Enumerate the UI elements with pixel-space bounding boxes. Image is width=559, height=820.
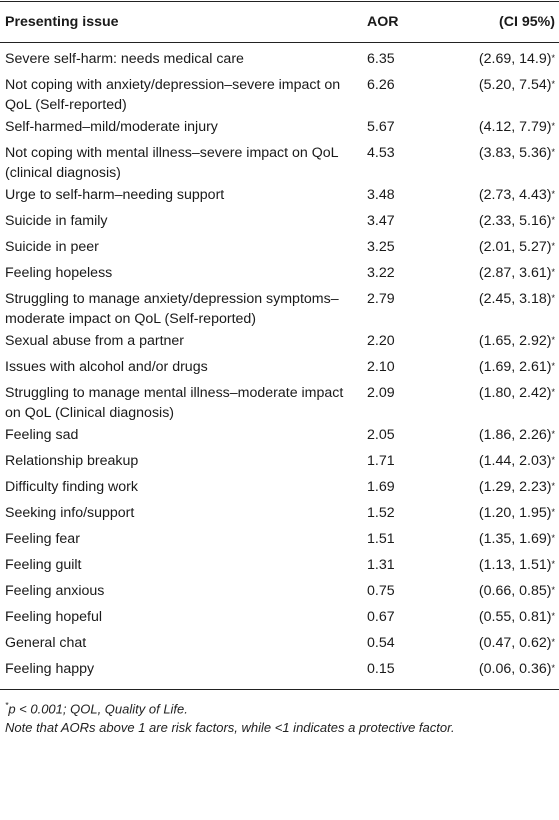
table-row bbox=[0, 210, 559, 236]
significance-mark: * bbox=[551, 189, 555, 199]
ci-value: (0.66, 0.85) bbox=[478, 583, 552, 599]
significance-mark: * bbox=[551, 637, 555, 647]
significance-mark: * bbox=[551, 533, 555, 543]
cell-presenting-issue: Feeling fear bbox=[5, 531, 80, 547]
table-row bbox=[0, 424, 559, 450]
table-row bbox=[0, 116, 559, 142]
cell-aor: 0.54 bbox=[367, 635, 395, 651]
cell-aor: 3.22 bbox=[367, 265, 395, 281]
table-row bbox=[0, 606, 559, 632]
cell-ci bbox=[452, 580, 559, 606]
table-row bbox=[0, 554, 559, 580]
table-row bbox=[0, 43, 559, 75]
cell-ci bbox=[452, 450, 559, 476]
cell-aor: 1.51 bbox=[367, 531, 395, 547]
header-ci: (CI 95%) bbox=[452, 2, 559, 43]
cell-presenting-issue: Feeling happy bbox=[0, 658, 362, 690]
ci-value: (2.45, 3.18) bbox=[478, 291, 552, 307]
cell-aor: 6.35 bbox=[367, 51, 395, 67]
significance-mark: * bbox=[551, 267, 555, 277]
cell-presenting-issue: Difficulty finding work bbox=[5, 479, 138, 495]
cell-aor: 2.79 bbox=[367, 291, 395, 307]
cell-ci bbox=[452, 210, 559, 236]
cell-presenting-issue: Struggling to manage anxiety/depression symptoms–moderate impact on QoL (Self-reported) bbox=[5, 291, 339, 327]
cell-ci bbox=[452, 43, 559, 75]
significance-mark: * bbox=[551, 53, 555, 63]
cell-presenting-issue: Urge to self-harm–needing support bbox=[5, 187, 225, 203]
ci-value: (1.13, 1.51) bbox=[478, 557, 552, 573]
significance-mark: * bbox=[551, 585, 555, 595]
cell-ci bbox=[452, 356, 559, 382]
cell-presenting-issue: Feeling guilt bbox=[5, 557, 82, 573]
significance-mark: * bbox=[551, 507, 555, 517]
ci-value: (1.44, 2.03) bbox=[478, 453, 552, 469]
table-row bbox=[0, 74, 559, 116]
cell-ci bbox=[452, 658, 559, 690]
table-row bbox=[0, 142, 559, 184]
cell-presenting-issue: Seeking info/support bbox=[5, 505, 135, 521]
cell-aor: 0.75 bbox=[367, 583, 395, 599]
cell-presenting-issue: Not coping with mental illness–severe impact on QoL (clinical diagnosis) bbox=[5, 145, 339, 181]
header-presenting-issue: Presenting issue bbox=[0, 2, 362, 43]
ci-value: (2.33, 5.16) bbox=[478, 213, 552, 229]
significance-mark: * bbox=[551, 663, 555, 673]
significance-mark: * bbox=[551, 559, 555, 569]
ci-value: (5.20, 7.54) bbox=[478, 77, 552, 93]
ci-value: (2.87, 3.61) bbox=[478, 265, 552, 281]
ci-value: (1.29, 2.23) bbox=[478, 479, 552, 495]
ci-value: (1.86, 2.26) bbox=[478, 427, 552, 443]
ci-value: (1.69, 2.61) bbox=[478, 359, 552, 375]
table-row bbox=[0, 658, 559, 690]
ci-value: (1.65, 2.92) bbox=[478, 333, 552, 349]
cell-presenting-issue: Suicide in family bbox=[5, 213, 108, 229]
table-row bbox=[0, 580, 559, 606]
cell-aor: 3.25 bbox=[367, 239, 395, 255]
footnote-significance bbox=[5, 696, 559, 718]
cell-aor: 0.67 bbox=[367, 609, 395, 625]
significance-mark: * bbox=[551, 147, 555, 157]
cell-aor: 1.71 bbox=[367, 453, 395, 469]
cell-aor: 3.48 bbox=[367, 187, 395, 203]
cell-ci bbox=[452, 632, 559, 658]
significance-mark: * bbox=[551, 481, 555, 491]
ci-value: (0.06, 0.36) bbox=[478, 661, 552, 677]
ci-value: (2.69, 14.9) bbox=[478, 51, 552, 67]
significance-mark: * bbox=[551, 241, 555, 251]
cell-aor: 6.26 bbox=[367, 77, 395, 93]
ci-value: (1.20, 1.95) bbox=[478, 505, 552, 521]
table-row bbox=[0, 502, 559, 528]
significance-mark: * bbox=[551, 611, 555, 621]
cell-ci bbox=[452, 116, 559, 142]
ci-value: (1.80, 2.42) bbox=[478, 385, 552, 401]
cell-ci bbox=[452, 424, 559, 450]
cell-ci bbox=[452, 528, 559, 554]
ci-value: (0.47, 0.62) bbox=[478, 635, 552, 651]
cell-presenting-issue: Sexual abuse from a partner bbox=[5, 333, 185, 349]
significance-mark: * bbox=[551, 79, 555, 89]
cell-presenting-issue: Not coping with anxiety/depression–severe impact on QoL (Self-reported) bbox=[5, 77, 341, 113]
results-table bbox=[0, 1, 559, 690]
ci-value: (1.35, 1.69) bbox=[478, 531, 552, 547]
table-row bbox=[0, 262, 559, 288]
cell-ci bbox=[452, 184, 559, 210]
cell-ci bbox=[452, 330, 559, 356]
cell-aor: 1.52 bbox=[367, 505, 395, 521]
ci-value: (0.55, 0.81) bbox=[478, 609, 552, 625]
footnote-note: Note that AORs above 1 are risk factors, while <1 indicates a protective factor. bbox=[5, 720, 455, 736]
significance-mark: * bbox=[551, 215, 555, 225]
cell-aor: 2.10 bbox=[367, 359, 395, 375]
cell-presenting-issue: Struggling to manage mental illness–moderate impact on QoL (Clinical diagnosis) bbox=[5, 385, 344, 421]
ci-value: (2.73, 4.43) bbox=[478, 187, 552, 203]
table-row bbox=[0, 356, 559, 382]
cell-presenting-issue: Suicide in peer bbox=[5, 239, 99, 255]
significance-mark: * bbox=[551, 455, 555, 465]
cell-presenting-issue: Feeling hopeful bbox=[5, 609, 103, 625]
table-row bbox=[0, 476, 559, 502]
cell-presenting-issue: Severe self-harm: needs medical care bbox=[5, 51, 244, 67]
cell-ci bbox=[452, 74, 559, 116]
table-row bbox=[0, 450, 559, 476]
cell-ci bbox=[452, 502, 559, 528]
cell-ci bbox=[452, 236, 559, 262]
cell-aor: 2.05 bbox=[367, 427, 395, 443]
cell-ci bbox=[452, 554, 559, 580]
footnote-mark: * bbox=[5, 700, 9, 710]
table-footnotes bbox=[0, 690, 559, 737]
table-row bbox=[0, 528, 559, 554]
ci-value: (4.12, 7.79) bbox=[478, 119, 552, 135]
cell-aor: 1.69 bbox=[367, 479, 395, 495]
cell-presenting-issue: Feeling hopeless bbox=[5, 265, 113, 281]
cell-ci bbox=[452, 262, 559, 288]
significance-mark: * bbox=[551, 387, 555, 397]
cell-ci bbox=[452, 288, 559, 330]
cell-aor: 5.67 bbox=[367, 119, 395, 135]
table-row bbox=[0, 236, 559, 262]
significance-mark: * bbox=[551, 335, 555, 345]
table-body bbox=[0, 43, 559, 690]
cell-ci bbox=[452, 606, 559, 632]
cell-presenting-issue: Relationship breakup bbox=[5, 453, 139, 469]
cell-presenting-issue: General chat bbox=[5, 635, 87, 651]
cell-aor: 2.20 bbox=[367, 333, 395, 349]
ci-value: (3.83, 5.36) bbox=[478, 145, 552, 161]
cell-presenting-issue: Issues with alcohol and/or drugs bbox=[5, 359, 208, 375]
significance-mark: * bbox=[551, 121, 555, 131]
cell-ci bbox=[452, 382, 559, 424]
cell-presenting-issue: Self-harmed–mild/moderate injury bbox=[5, 119, 218, 135]
significance-mark: * bbox=[551, 361, 555, 371]
cell-ci bbox=[452, 142, 559, 184]
cell-presenting-issue: Feeling anxious bbox=[5, 583, 105, 599]
cell-presenting-issue: Feeling sad bbox=[5, 427, 79, 443]
ci-value: (2.01, 5.27) bbox=[478, 239, 552, 255]
table-row bbox=[0, 330, 559, 356]
table-row bbox=[0, 184, 559, 210]
cell-aor: 0.15 bbox=[362, 658, 452, 690]
cell-aor: 3.47 bbox=[367, 213, 395, 229]
cell-ci bbox=[452, 476, 559, 502]
table-row bbox=[0, 382, 559, 424]
header-aor: AOR bbox=[362, 2, 452, 43]
table-header-row bbox=[0, 2, 559, 43]
cell-aor: 4.53 bbox=[367, 145, 395, 161]
significance-mark: * bbox=[551, 293, 555, 303]
significance-mark: * bbox=[551, 429, 555, 439]
cell-aor: 1.31 bbox=[367, 557, 395, 573]
cell-aor: 2.09 bbox=[367, 385, 395, 401]
table-row bbox=[0, 632, 559, 658]
table-row bbox=[0, 288, 559, 330]
footnote-line-1: p < 0.001; QOL, Quality of Life. bbox=[8, 701, 188, 717]
